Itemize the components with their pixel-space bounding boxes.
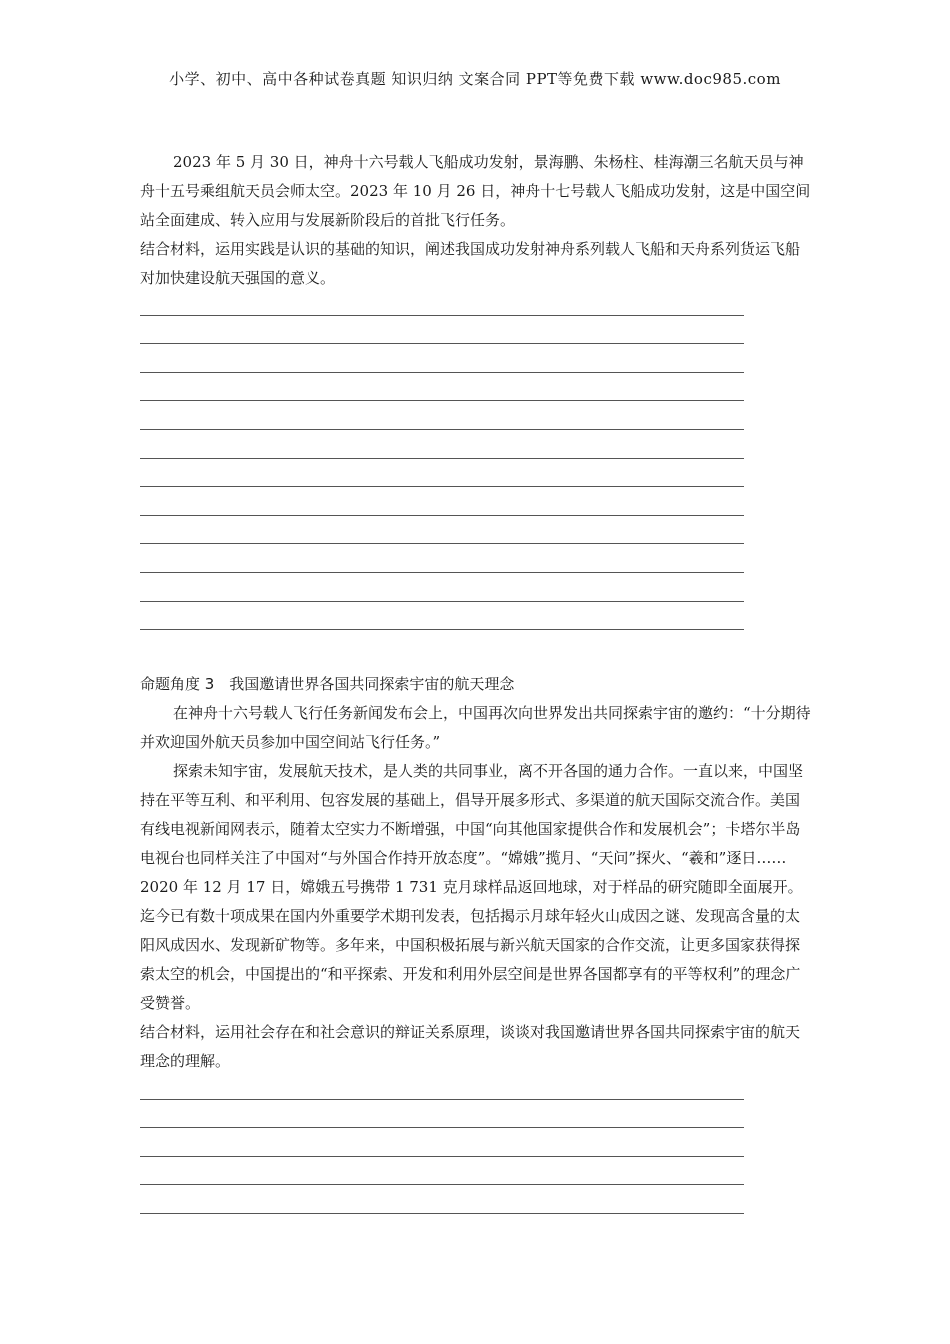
section2-title: 命题角度 3 我国邀请世界各国共同探索宇宙的航天理念 xyxy=(140,675,515,693)
section1-question: 结合材料，运用实践是认识的基础的知识，阐述我国成功发射神舟系列载人飞船和天舟系列货运飞船对加快建设航天强国的意义。 xyxy=(140,240,801,287)
answer-line[interactable] xyxy=(140,401,744,430)
answer-line[interactable] xyxy=(140,1128,744,1157)
answer-line[interactable] xyxy=(140,487,744,516)
answer-line[interactable] xyxy=(140,287,744,316)
answer-line[interactable] xyxy=(140,373,744,402)
answer-line[interactable] xyxy=(140,1185,744,1214)
section1-material-block xyxy=(140,148,812,293)
answer-line[interactable] xyxy=(140,1100,744,1129)
answer-line[interactable] xyxy=(140,459,744,488)
answer-line[interactable] xyxy=(140,344,744,373)
answer-line[interactable] xyxy=(140,430,744,459)
answer-line[interactable] xyxy=(140,544,744,573)
answer-line[interactable] xyxy=(140,573,744,602)
section1-material: 2023 年 5 月 30 日，神舟十六号载人飞船成功发射，景海鹏、朱杨柱、桂海潮三名航天员与神舟十五号乘组航天员会师太空。2023 年 10 月 26 日，神舟十七号载人飞船成功发射，这是中国空间站全面建成、转入应用与发展新阶段后的首批飞行任务。 xyxy=(140,153,811,229)
section1-answer-area[interactable] xyxy=(140,287,744,630)
answer-line[interactable] xyxy=(140,316,744,345)
section2-question: 结合材料，运用社会存在和社会意识的辩证关系原理，谈谈对我国邀请世界各国共同探索宇宙的航天理念的理解。 xyxy=(140,1023,801,1070)
section2-para2: 探索未知宇宙，发展航天技术，是人类的共同事业，离不开各国的通力合作。一直以来，中国坚持在平等互利、和平利用、包容发展的基础上，倡导开展多形式、多渠道的航天国际交流合作。美国有线电视新闻网表示，随着太空实力不断增强，中国“向其他国家提供合作和发展机会”；卡塔尔半岛电视台也同样关注了中国对“与外国合作持开放态度”。“嫦娥”揽月、“天问”探火、“羲和”逐日……2020 年 12 月 17 日，嫦娥五号携带 1 731 克月球样品返回地球，对于样品的研究随即全面展开。迄今已有数十项成果在国内外重要学术期刊发表，包括揭示月球年轻火山成因之谜、发现高含量的太阳风成因水、发现新矿物等。多年来，中国积极拓展与新兴航天国家的合作交流，让更多国家获得探索太空的机会，中国提出的“和平探索、开发和利用外层空间是世界各国都享有的平等权利”的理念广受赞誉。 xyxy=(140,762,804,1012)
section2-answer-area[interactable] xyxy=(140,1071,744,1214)
section2-block xyxy=(140,670,812,1076)
answer-line[interactable] xyxy=(140,602,744,631)
section2-para1: 在神舟十六号载人飞行任务新闻发布会上，中国再次向世界发出共同探索宇宙的邀约：“十分期待并欢迎国外航天员参加中国空间站飞行任务。” xyxy=(140,704,811,751)
answer-line[interactable] xyxy=(140,1157,744,1186)
answer-line[interactable] xyxy=(140,516,744,545)
page-header: 小学、初中、高中各种试卷真题 知识归纳 文案合同 PPT等免费下载 www.doc985.com xyxy=(169,70,781,88)
answer-line[interactable] xyxy=(140,1071,744,1100)
